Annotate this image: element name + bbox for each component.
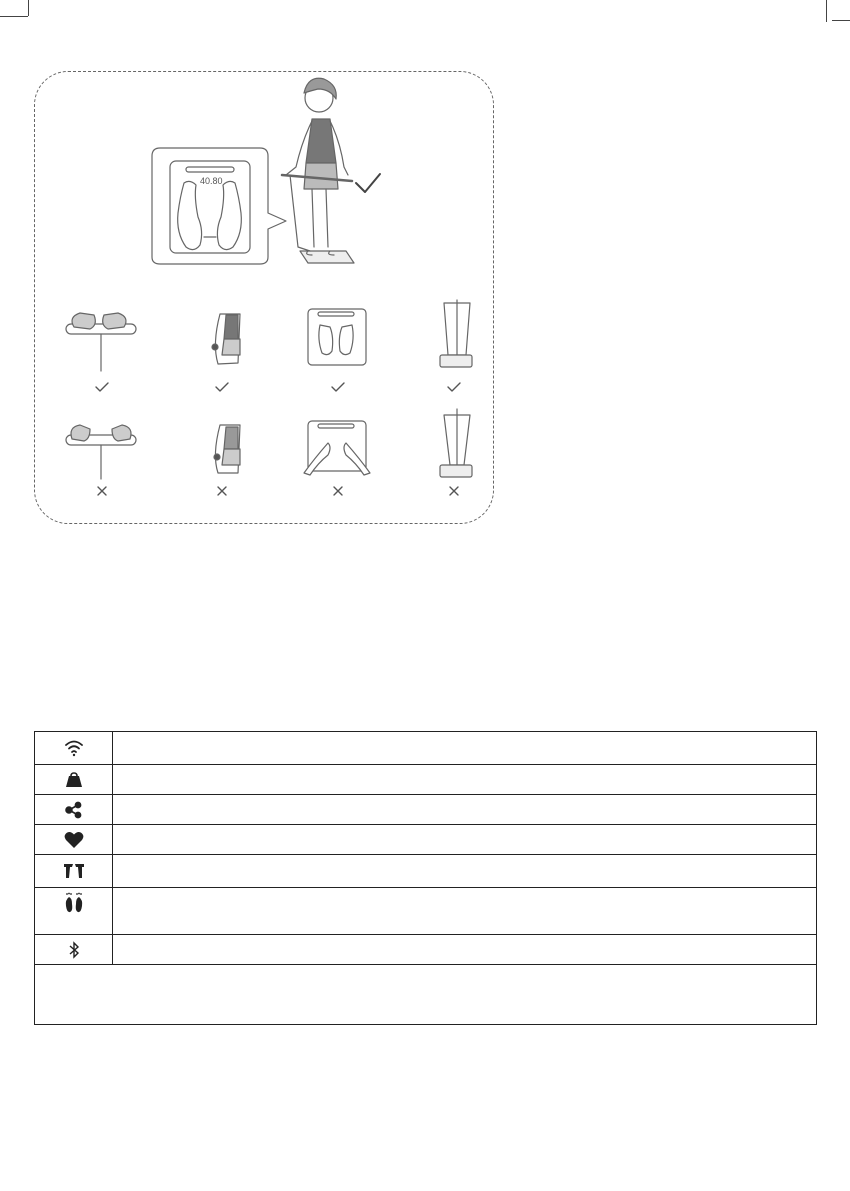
heart-description	[113, 825, 817, 855]
correct-arm	[212, 314, 240, 364]
wifi-icon	[35, 739, 112, 757]
crop-mark-top-right	[832, 20, 850, 21]
cross-mark-icon	[334, 487, 342, 495]
incorrect-feet	[304, 421, 370, 475]
table-row	[35, 935, 817, 965]
table-footer-note	[35, 965, 817, 1025]
wifi-description	[113, 732, 817, 765]
body-composition-description	[113, 855, 817, 888]
crop-mark-top-left	[28, 0, 29, 16]
correct-mark-large	[356, 174, 380, 192]
check-mark-icon	[448, 383, 460, 391]
crop-mark-top-right	[826, 0, 827, 22]
person-standing-on-scale	[282, 78, 354, 263]
table-row	[35, 855, 817, 888]
table-row	[35, 825, 817, 855]
incorrect-grip	[66, 425, 136, 479]
icon-legend-table	[34, 731, 817, 1025]
footprints-description	[113, 888, 817, 935]
weighing-posture-illustration	[34, 71, 494, 524]
share-description	[113, 795, 817, 825]
check-mark-icon	[216, 383, 228, 391]
weight-description	[113, 765, 817, 795]
check-mark-icon	[96, 383, 108, 391]
cross-mark-icon	[98, 487, 106, 495]
bluetooth-icon	[35, 941, 112, 959]
correct-check-marks	[96, 383, 460, 391]
table-row	[35, 888, 817, 935]
footprints-icon	[35, 892, 112, 914]
correct-stance	[440, 300, 472, 367]
table-row	[35, 795, 817, 825]
crop-mark-top-left	[0, 16, 28, 17]
bluetooth-description	[113, 935, 817, 965]
body-composition-icon	[35, 863, 112, 879]
heart-icon	[35, 831, 112, 849]
scale-display-reading: 40.80	[200, 176, 223, 186]
check-mark-icon	[332, 383, 344, 391]
table-footer-row	[35, 965, 817, 1025]
correct-feet	[308, 309, 366, 365]
table-row	[35, 732, 817, 765]
correct-grip	[66, 313, 136, 371]
share-icon	[35, 801, 112, 819]
incorrect-stance	[440, 409, 472, 477]
weight-icon	[35, 772, 112, 788]
callout-scale-closeup	[152, 148, 286, 264]
incorrect-cross-marks	[98, 487, 458, 495]
cross-mark-icon	[450, 487, 458, 495]
table-row	[35, 765, 817, 795]
incorrect-arm	[214, 425, 240, 473]
cross-mark-icon	[218, 487, 226, 495]
